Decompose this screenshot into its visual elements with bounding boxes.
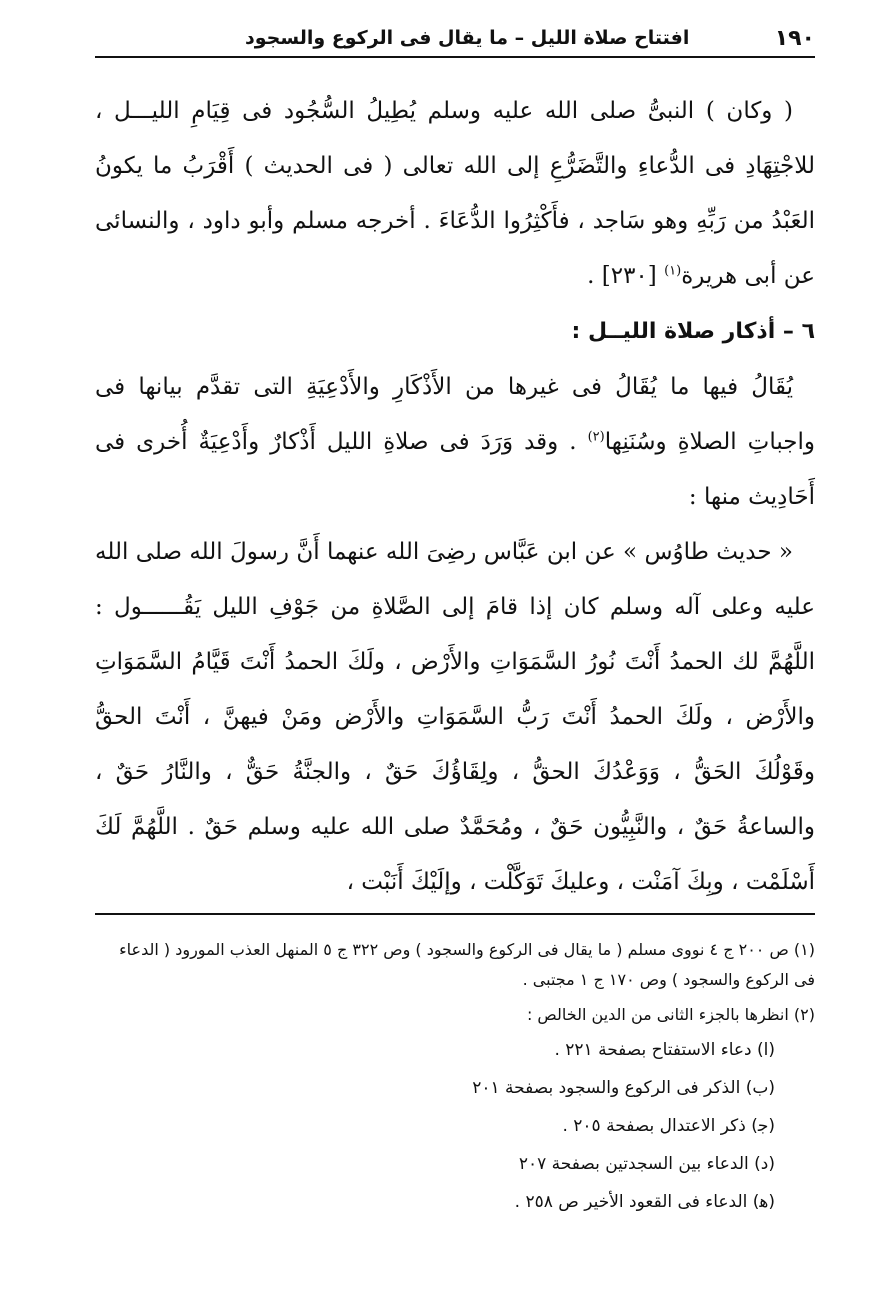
hadith-reference: [٢٣٠] . (587, 263, 657, 289)
paragraph-tawus-hadith: « حديث طاوُس » عن ابن عَبَّاس رضِىَ الله عنهما أَنَّ رسولَ الله صلى الله عليه وعلى آله وسلم كان إذا قامَ إلى الصَّلاةِ من جَوْفِ الليل يَقُــــــول : اللَّهُمَّ لك الحمدُ أَنْتَ نُورُ السَّمَوَاتِ والأَرْض ، ولَكَ الحمدُ أَنْتَ قَيَّامُ السَّمَوَاتِ والأَرْض ، ولَكَ الحمدُ أَنْتَ رَبُّ السَّمَوَاتِ والأَرْض ومَنْ فيهنَّ ، أَنْتَ الحقُّ وقَوْلُكَ الحَقُّ ، وَوَعْدُكَ الحقُّ ، ولِقَاؤُكَ حَقٌ ، والجنَّةُ حَقٌّ ، والنَّارُ حَقٌ ، والساعةُ حَقٌ ، والنَّبِيُّون حَقٌ ، ومُحَمَّدٌ صلى الله عليه وسلم حَقٌ . اللَّهُمَّ لَكَ أَسْلَمْت ، وبِكَ آمَنْت ، وعليكَ تَوَكَّلْت ، وإلَيْكَ أَنَبْت ، (95, 539, 815, 895)
paragraph-night-adhkar (95, 360, 815, 525)
main-text (95, 84, 815, 910)
footnote-2-list (95, 1031, 815, 1221)
running-title: افتتاح صلاة الليل – ما يقال فى الركوع والسجود (245, 27, 690, 49)
footnote-rule (95, 913, 815, 915)
list-item: (ا) دعاء الاستفتاح بصفحة ٢٢١ . (554, 1040, 775, 1060)
footnote-1: (١) ص ٢٠٠ ج ٤ نووى مسلم ( ما يقال فى الركوع والسجود ) وص ٣٢٢ ج ٥ المنهل العذب المورود ( الدعاء فى الركوع والسجود ) وص ١٧٠ ج ١ مجتبى . (119, 940, 815, 989)
list-item: (ب) الذكر فى الركوع والسجود بصفحة ٢٠١ (472, 1078, 775, 1098)
header-rule (95, 56, 815, 58)
paragraph-text-continued: . وقد وَرَدَ فى صلاةِ الليل أَذْكارٌ وأَدْعِيَةٌ أُخرى فى أَحَادِيث منها : (95, 429, 815, 510)
footnote-2: (٢) انظرها بالجزء الثانى من الدين الخالص : (526, 1005, 815, 1024)
page-number: ١٩٠ (774, 25, 815, 51)
list-item: (ﻫ) الدعاء فى القعود الأخير ص ٢٥٨ . (514, 1192, 775, 1212)
page-header (95, 18, 815, 58)
footnote-marker-2: (٢) (587, 429, 605, 445)
paragraph-text: يُقَالُ فيها ما يُقَالُ فى غيرها من الأَذْكَارِ والأَدْعِيَةِ التى تقدَّم بيانها فى واجباتِ الصلاةِ وسُنَنِها (95, 374, 815, 455)
paragraph-night-prostration (95, 84, 815, 304)
paragraph-text: ( وكان ) النبىُّ صلى الله عليه وسلم يُطِيلُ السُّجُود فى قِيَامِ الليـــل ، للاجْتِهَادِ فى الدُّعاءِ والتَّضَرُّعِ إلى الله تعالى ( فى الحديث ) أَقْرَبُ ما يكونُ العَبْدُ من رَبِّهِ وهو سَاجد ، فأَكْثِرُوا الدُّعَاءَ . أخرجه مسلم وأبو داود ، والنسائى عن أبى هريرة (95, 98, 815, 289)
list-item: (ﺟ) ذكر الاعتدال بصفحة ٢٠٥ . (562, 1116, 775, 1136)
footnotes (95, 935, 815, 1221)
list-item: (د) الدعاء بين السجدتين بصفحة ٢٠٧ (518, 1154, 775, 1174)
section-heading: ٦ – أذكار صلاة الليــل : (571, 319, 815, 344)
footnote-marker-1: (١) (664, 263, 682, 279)
